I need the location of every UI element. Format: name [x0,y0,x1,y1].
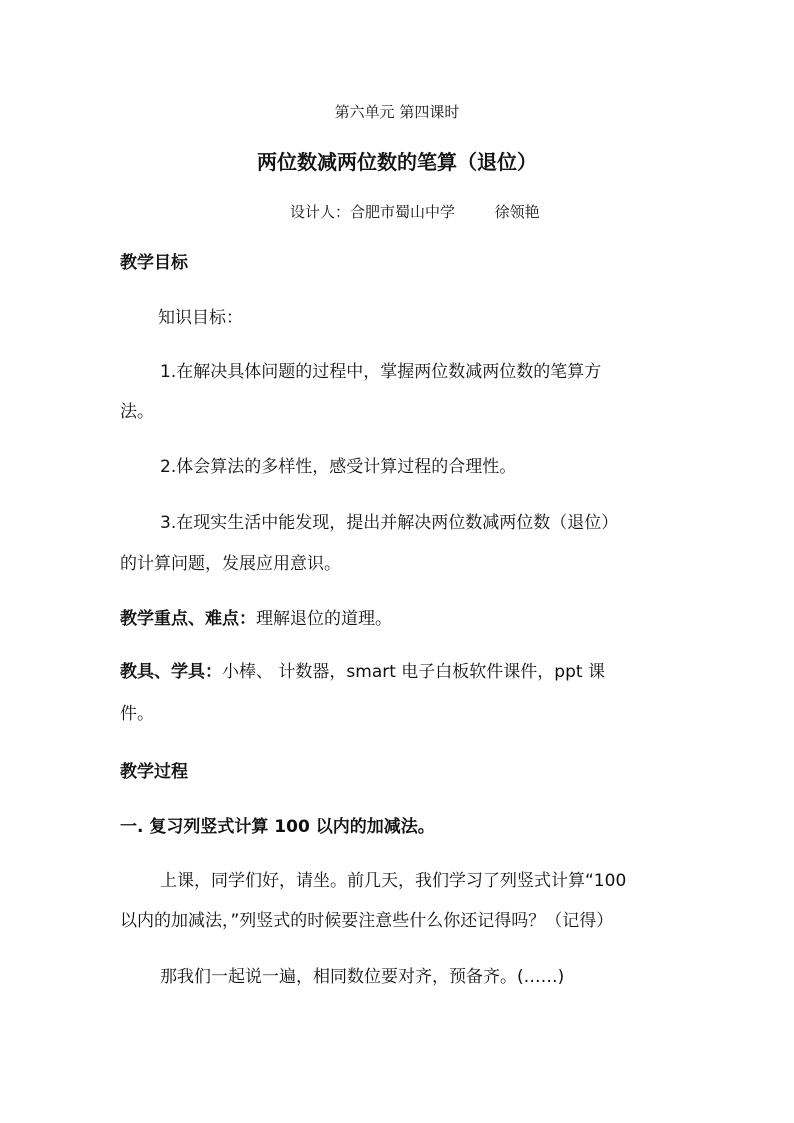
author-name: 徐领艳 [494,203,540,221]
paragraph-1-line-2: 以内的加减法，”列竖式的时候要注意些什么你还记得吗？（记得） [120,911,614,931]
objective-item-3-line-1: 3.在现实生活中能发现，提出并解决两位数减两位数（退位） [160,513,619,533]
designer-label: 设计人：合肥市蜀山中学 [290,203,456,221]
objective-item-3-line-2: 的计算问题，发展应用意识。 [120,554,341,574]
knowledge-objectives-heading: 知识目标： [158,308,243,328]
tools-label: 教具、学具： [120,662,222,682]
key-points-text: 理解退位的道理。 [256,609,392,629]
objective-item-2: 2.体会算法的多样性，感受计算过程的合理性。 [160,457,517,477]
lesson-title: 两位数减两位数的笔算（退位） [257,150,537,174]
paragraph-2: 那我们一起说一遍，相同数位要对齐，预备齐。(……) [160,967,565,987]
paragraph-1-line-1: 上课，同学们好，请坐。前几天，我们学习了列竖式计算“100 [160,871,627,891]
unit-lesson-label: 第六单元 第四课时 [334,103,460,121]
objective-item-1-line-2: 法。 [120,402,154,422]
designer-line [290,200,540,224]
section-1-title: 一. 复习列竖式计算 100 以内的加减法。 [120,817,435,837]
tools-line [120,660,794,684]
key-points-line [120,607,794,631]
key-points-label: 教学重点、难点： [120,609,256,629]
objectives-heading: 教学目标 [120,253,188,273]
objective-item-1-line-1: 1.在解决具体问题的过程中，掌握两位数减两位数的笔算方 [160,362,602,382]
process-heading: 教学过程 [120,762,188,782]
tools-text-line-2: 件。 [120,704,154,724]
tools-text-line-1: 小棒、 计数器，smart 电子白板软件课件，ppt 课 [222,662,605,682]
